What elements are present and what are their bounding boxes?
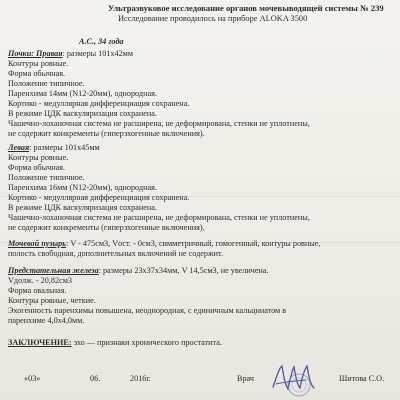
conclusion-label: ЗАКЛЮЧЕНИЕ: bbox=[8, 338, 72, 347]
bladder-title: Мочевой пузырь bbox=[8, 239, 67, 248]
date-year: 2016г. bbox=[130, 374, 151, 383]
prostate-line bbox=[8, 266, 269, 275]
bladder-text: : V - 475см3, Vост. - 0см3, симметричный, гомогенный, контуры ровные, bbox=[66, 239, 321, 248]
prostate-detail: паренхиме 4,0х4,0мм. bbox=[8, 316, 85, 325]
prostate-detail: Эхогенность паренхимы повышена, неоднородная, с единичным кальцинатом в bbox=[8, 306, 287, 315]
kidney-left-line: Чашечно-лоханочная система не расширена, не деформирована, стенки не уплотнены, bbox=[8, 213, 310, 222]
kidney-left-line: Положение типичное. bbox=[8, 173, 85, 182]
conclusion bbox=[8, 338, 222, 347]
kidney-left-header bbox=[8, 143, 100, 152]
doctor-name: Шитова С.О. bbox=[339, 374, 385, 383]
kidney-right-line: Чашечно-лоханочная система не расширена, не деформирована, стенки не уплотнены, bbox=[8, 119, 310, 128]
kidney-left-title: Левая bbox=[8, 143, 30, 152]
kidney-left-line: Кортико - медуллярная дифференциация сохранена. bbox=[8, 193, 190, 202]
kidney-left-line: Паренхима 16мм (N12-20мм), однородная. bbox=[8, 183, 157, 192]
conclusion-text: эхо — признаки хронического простатита. bbox=[71, 338, 222, 347]
bladder-line bbox=[8, 239, 320, 248]
prostate-detail: Vдолж. - 20,82см3 bbox=[8, 276, 73, 285]
report-title: Ультразвуковое исследование органов мочевыводящей системы № 239 bbox=[108, 3, 384, 13]
bladder-line-2: полость свободная, дополнительных включений не содержит. bbox=[8, 249, 224, 258]
kidney-right-line: Кортико - медуллярная дифференциация сохранена. bbox=[8, 99, 190, 108]
patient-name-age: А.С., 34 года bbox=[79, 37, 124, 46]
prostate-title: Предстательная железа bbox=[8, 266, 99, 275]
stamp-mark bbox=[286, 372, 312, 398]
kidney-right-size: : размеры 101х42мм bbox=[62, 49, 134, 58]
date-day: «03» bbox=[24, 374, 41, 383]
kidney-right-header bbox=[8, 49, 133, 58]
date-month: 06. bbox=[90, 374, 101, 383]
kidney-left-line: Форма обычная. bbox=[8, 163, 66, 172]
kidney-right-line: не содержит конкременты (гиперэхогенные включения). bbox=[8, 129, 205, 138]
prostate-size: : размеры 23х37х34мм, V 14,5см3, не увеличена. bbox=[98, 266, 269, 275]
kidney-left-line: не содержит конкременты (гиперэхогенные включения). bbox=[8, 223, 205, 232]
kidney-right-line: Положение типичное. bbox=[8, 79, 85, 88]
kidney-right-line: Форма обычная. bbox=[8, 69, 66, 78]
prostate-detail: Форма овальная. bbox=[8, 286, 67, 295]
kidney-left-size: : размеры 101х45мм bbox=[29, 143, 100, 152]
kidneys-title: Почки: Правая bbox=[8, 49, 63, 58]
kidney-right-line: В режиме ЦДК васкуляризация сохранена. bbox=[8, 109, 157, 118]
kidney-left-line: Контуры ровные. bbox=[8, 153, 69, 162]
kidney-right-line: Контуры ровные. bbox=[8, 59, 69, 68]
kidney-left-line: В режиме ЦДК васкуляризация сохранена. bbox=[8, 203, 157, 212]
doctor-label: Врач bbox=[237, 374, 254, 383]
prostate-detail: Контуры ровные, четкие. bbox=[8, 296, 96, 305]
device-line: Исследование проводилось на приборе ALOKA 3500 bbox=[118, 14, 308, 23]
kidney-right-line: Паренхима 14мм (N12-20мм), однородная. bbox=[8, 89, 157, 98]
